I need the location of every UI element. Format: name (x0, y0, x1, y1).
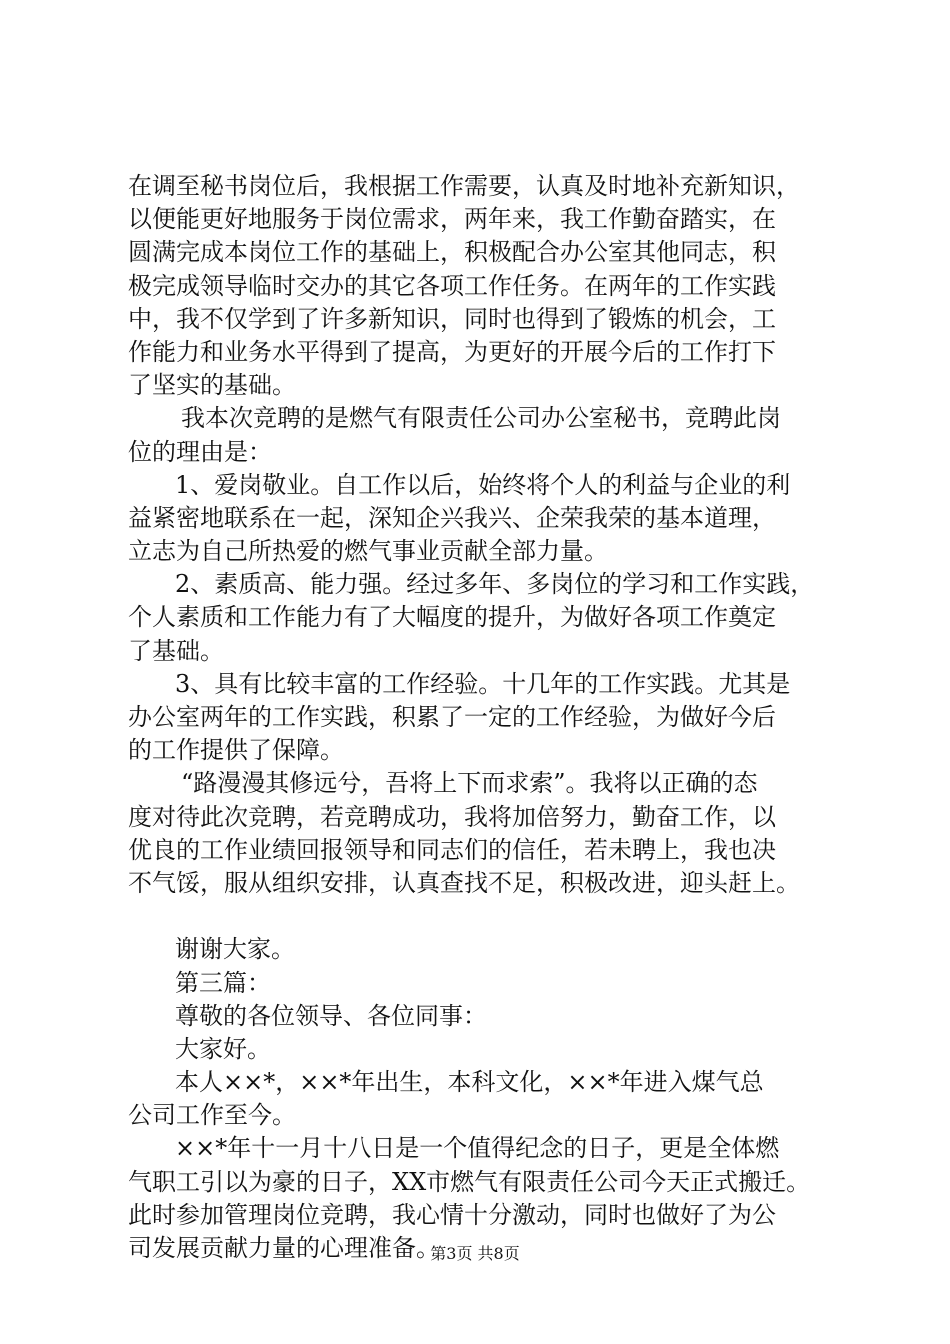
text-line: 在调至秘书岗位后，我根据工作需要，认真及时地补充新知识， (128, 172, 800, 200)
text-line: 位的理由是： (128, 437, 272, 466)
text-line: 立志为自己所热爱的燃气事业贡献全部力量。 (128, 537, 608, 566)
page-number-footer: 第3页 共8页 (430, 1244, 520, 1263)
text-line: 1、爱岗敬业。自工作以后，始终将个人的利益与企业的利 (175, 470, 791, 499)
text-line: 了坚实的基础。 (128, 371, 296, 400)
text-line: 了基础。 (128, 636, 224, 665)
text-line: 办公室两年的工作实践，积累了一定的工作经验，为做好今后 (128, 703, 776, 731)
text-line: ××*年十一月十八日是一个值得纪念的日子，更是全体燃 (175, 1134, 780, 1163)
text-line: 中，我不仅学到了许多新知识，同时也得到了锻炼的机会，工 (128, 304, 776, 333)
text-line: 谢谢大家。 (175, 935, 295, 964)
text-line: 公司工作至今。 (128, 1101, 296, 1130)
text-line: 以便能更好地服务于岗位需求，两年来，我工作勤奋踏实，在 (128, 205, 776, 234)
text-line: 不气馁，服从组织安排，认真查找不足，积极改进，迎头赶上。 (128, 868, 800, 897)
text-line: 大家好。 (175, 1034, 271, 1063)
text-line: 个人素质和工作能力有了大幅度的提升，为做好各项工作奠定 (128, 603, 776, 632)
text-line: 优良的工作业绩回报领导和同志们的信任，若未聘上，我也决 (128, 835, 776, 864)
document-body (128, 170, 848, 1265)
text-line: 度对待此次竞聘，若竞聘成功，我将加倍努力，勤奋工作，以 (128, 802, 776, 831)
text-line: 作能力和业务水平得到了提高，为更好的开展今后的工作打下 (128, 337, 776, 366)
text-line: 极完成领导临时交办的其它各项工作任务。在两年的工作实践 (128, 271, 776, 300)
text-line: “路漫漫其修远兮，吾将上下而求索”。我将以正确的态 (181, 769, 758, 798)
text-line: 圆满完成本岗位工作的基础上，积极配合办公室其他同志，积 (128, 238, 776, 267)
text-line: 本人××*，××*年出生，本科文化，××*年进入煤气总 (175, 1068, 764, 1097)
text-line: 我本次竞聘的是燃气有限责任公司办公室秘书，竞聘此岗 (181, 404, 781, 433)
text-line: 气职工引以为豪的日子，XX市燃气有限责任公司今天正式搬迁。 (128, 1167, 811, 1196)
text-line: 3、具有比较丰富的工作经验。十几年的工作实践。尤其是 (175, 669, 791, 698)
text-line: 尊敬的各位领导、各位同事： (175, 1001, 487, 1030)
text-line: 此时参加管理岗位竞聘，我心情十分激动，同时也做好了为公 (128, 1200, 776, 1229)
text-line: 2、素质高、能力强。经过多年、多岗位的学习和工作实践， (175, 570, 815, 599)
text-line: 益紧密地联系在一起，深知企兴我兴、企荣我荣的基本道理， (128, 503, 776, 532)
text-line: 司发展贡献力量的心理准备。 (128, 1234, 440, 1262)
text-line: 的工作提供了保障。 (128, 736, 344, 765)
text-line: 第三篇： (175, 968, 271, 997)
blank-line (128, 900, 848, 933)
